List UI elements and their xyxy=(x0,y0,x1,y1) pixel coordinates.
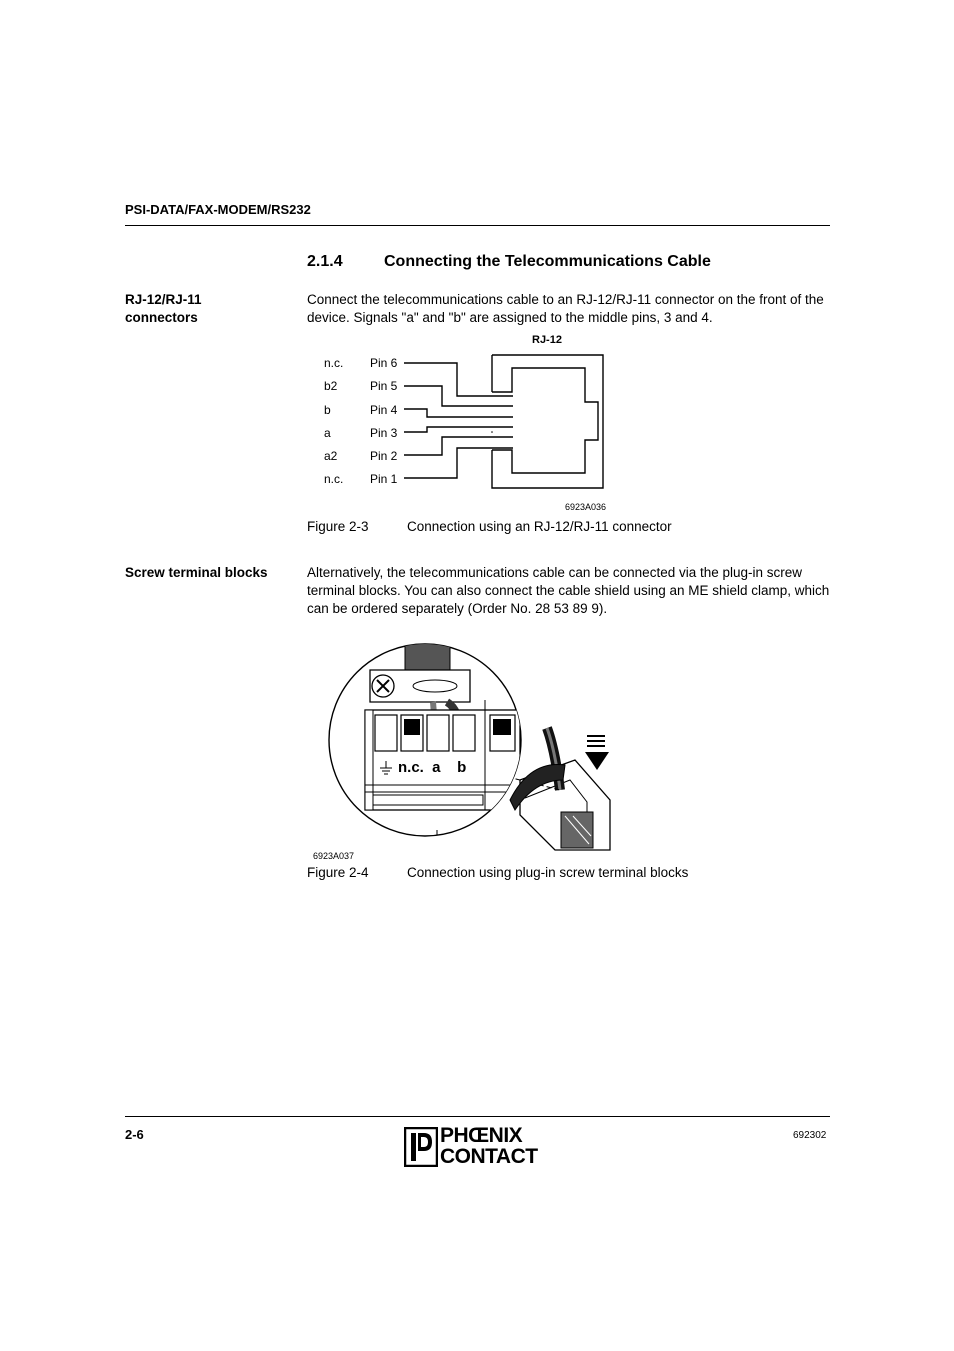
header-rule xyxy=(125,225,830,226)
page-number: 2-6 xyxy=(125,1127,144,1142)
pin6-label: Pin 6 xyxy=(370,356,398,370)
footer-rule xyxy=(125,1116,830,1117)
phoenix-contact-logo xyxy=(404,1124,552,1169)
pin1-label: Pin 1 xyxy=(370,472,398,486)
pin4-label: Pin 4 xyxy=(370,403,398,417)
logo-line1: PHŒNIX xyxy=(440,1124,523,1147)
terminal-labels: n.c. a b xyxy=(398,759,467,776)
pin3-label: Pin 3 xyxy=(370,426,398,440)
logo-line2: CONTACT xyxy=(440,1145,538,1168)
rj-side-heading-line2: connectors xyxy=(125,310,198,325)
document-title: PSI-DATA/FAX-MODEM/RS232 xyxy=(125,202,311,217)
pin2-signal: a2 xyxy=(324,449,338,463)
pin2-label: Pin 2 xyxy=(370,449,398,463)
logo-mark-icon xyxy=(404,1127,438,1167)
figure3-code: 6923A036 xyxy=(565,502,607,512)
figure3-number: Figure 2-3 xyxy=(307,519,369,534)
screw-side-heading: Screw terminal blocks xyxy=(125,565,268,580)
section-number: 2.1.4 xyxy=(307,253,343,270)
section-title: Connecting the Telecommunications Cable xyxy=(384,253,711,270)
pin1-signal: n.c. xyxy=(324,472,344,486)
figure4-code: 6923A037 xyxy=(313,851,355,861)
pin5-label: Pin 5 xyxy=(370,379,398,393)
rj-side-heading-line1: RJ-12/RJ-11 xyxy=(125,292,202,307)
rj12-label: RJ-12 xyxy=(532,334,562,346)
pin3-signal: a xyxy=(324,426,331,440)
screw-paragraph: Alternatively, the telecommunications cable can be connected via the plug-in screw terminal blocks. You can also connect the cable shield using an ME shield clamp, which can be ordered separately (Order No. 28 53 89 9). xyxy=(307,565,830,616)
figure4-caption: Connection using plug-in screw terminal blocks xyxy=(407,865,689,880)
pin4-signal: b xyxy=(324,403,331,417)
screw-terminal-illustration xyxy=(325,640,645,855)
rj12-wiring-diagram xyxy=(400,350,610,495)
down-arrow-icon xyxy=(585,736,609,770)
pin6-signal: n.c. xyxy=(324,356,344,370)
pin5-signal: b2 xyxy=(324,379,338,393)
rj-paragraph: Connect the telecommunications cable to an RJ-12/RJ-11 connector on the front of the device. Signals "a" and "b" are assigned to the middle pins, 3 and 4. xyxy=(307,292,824,325)
figure3-caption: Connection using an RJ-12/RJ-11 connector xyxy=(407,519,672,534)
rj-side-heading xyxy=(125,291,295,327)
document-number: 692302 xyxy=(793,1130,827,1141)
figure4-number: Figure 2-4 xyxy=(307,865,369,880)
